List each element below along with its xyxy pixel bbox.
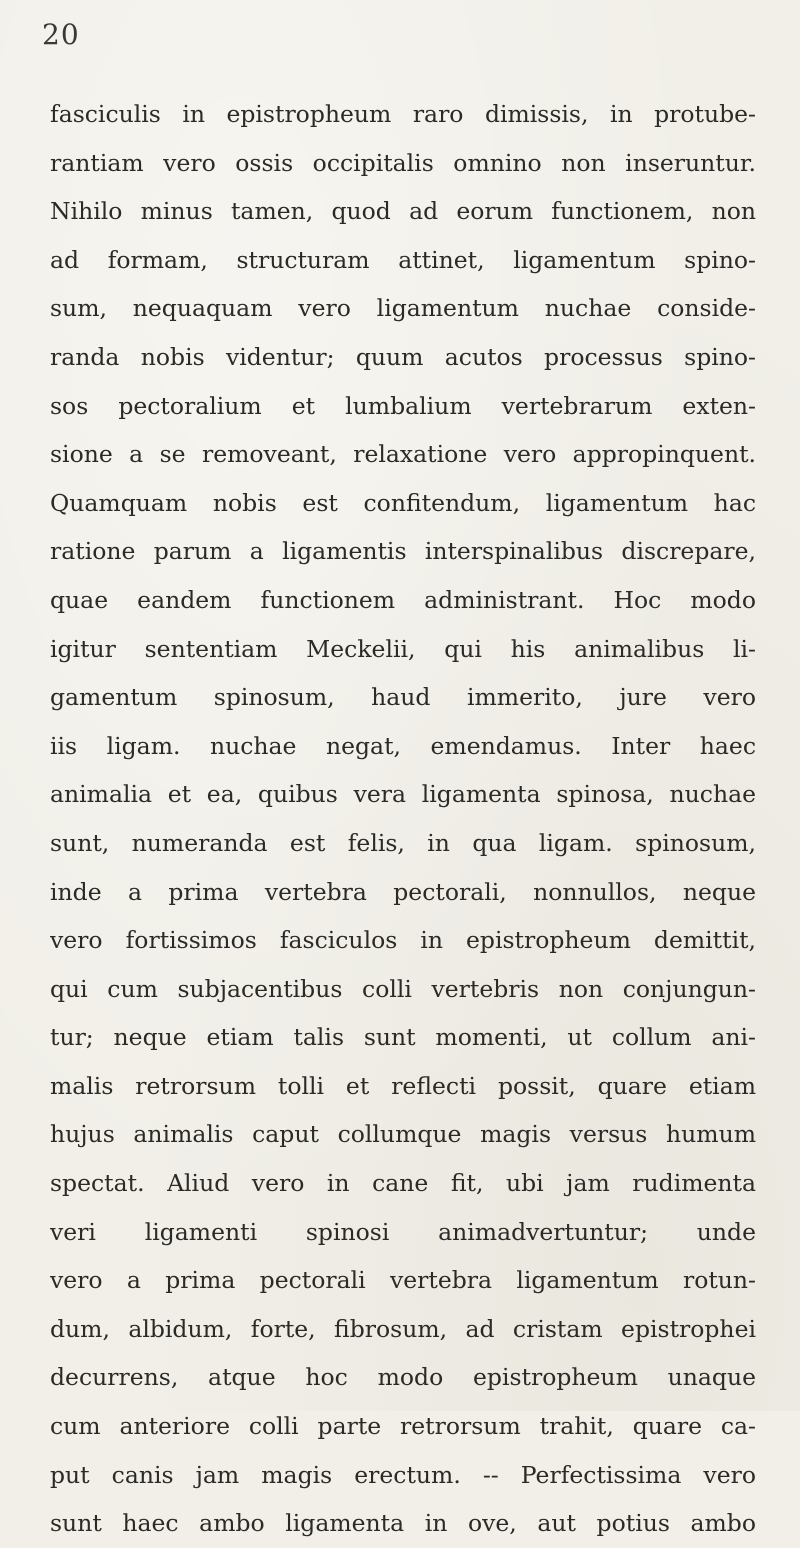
- text-line: vero a prima pectorali vertebra ligamentum rotun-: [50, 1266, 756, 1295]
- text-line: vero fortissimos fasciculos in epistropheum demittit,: [50, 926, 756, 955]
- text-line: quae eandem functionem administrant. Hoc modo: [50, 585, 756, 614]
- text-line: sum, nequaquam vero ligamentum nuchae conside-: [50, 294, 756, 323]
- text-line: ratione parum a ligamentis interspinalibus discrepare,: [50, 537, 756, 566]
- text-line: cum anteriore colli parte retrorsum trahit, quare ca-: [50, 1412, 756, 1441]
- text-line: decurrens, atque hoc modo epistropheum unaque: [50, 1363, 756, 1392]
- text-line: sunt, numeranda est felis, in qua ligam. spinosum,: [50, 828, 756, 857]
- text-line: sos pectoralium et lumbalium vertebrarum exten-: [50, 391, 756, 420]
- page-number: 20: [42, 18, 80, 51]
- text-line: gamentum spinosum, haud immerito, jure vero: [50, 683, 756, 712]
- text-line: put canis jam magis erectum. -- Perfectissima vero: [50, 1460, 756, 1489]
- text-line: fasciculis in epistropheum raro dimissis, in protube-: [50, 100, 756, 128]
- text-line: rantiam vero ossis occipitalis omnino non inseruntur.: [50, 148, 756, 177]
- text-line: hujus animalis caput collumque magis versus humum: [50, 1120, 756, 1149]
- text-line: sunt haec ambo ligamenta in ove, aut potius ambo: [50, 1509, 756, 1538]
- text-line: sione a se removeant, relaxatione vero appropinquent.: [50, 440, 756, 469]
- text-line: malis retrorsum tolli et reflecti possit, quare etiam: [50, 1071, 756, 1100]
- text-line: randa nobis videntur; quum acutos processus spino-: [50, 342, 756, 371]
- text-line: Quamquam nobis est confitendum, ligamentum hac: [50, 488, 756, 517]
- text-line: inde a prima vertebra pectorali, nonnullos, neque: [50, 877, 756, 906]
- text-line: igitur sententiam Meckelii, qui his animalibus li-: [50, 634, 756, 663]
- text-line: iis ligam. nuchae negat, emendamus. Inter haec: [50, 731, 756, 760]
- text-line: qui cum subjacentibus colli vertebris non conjungun-: [50, 974, 756, 1003]
- text-line: animalia et ea, quibus vera ligamenta spinosa, nuchae: [50, 780, 756, 809]
- text-line: dum, albidum, forte, fibrosum, ad cristam epistrophei: [50, 1314, 756, 1343]
- text-line: ad formam, structuram attinet, ligamentum spino-: [50, 245, 756, 274]
- body-text: [50, 90, 756, 1548]
- text-line: tur; neque etiam talis sunt momenti, ut collum ani-: [50, 1023, 756, 1052]
- text-line: Nihilo minus tamen, quod ad eorum functionem, non: [50, 197, 756, 226]
- text-line: veri ligamenti spinosi animadvertuntur; unde: [50, 1217, 756, 1246]
- text-line: spectat. Aliud vero in cane fit, ubi jam rudimenta: [50, 1169, 756, 1198]
